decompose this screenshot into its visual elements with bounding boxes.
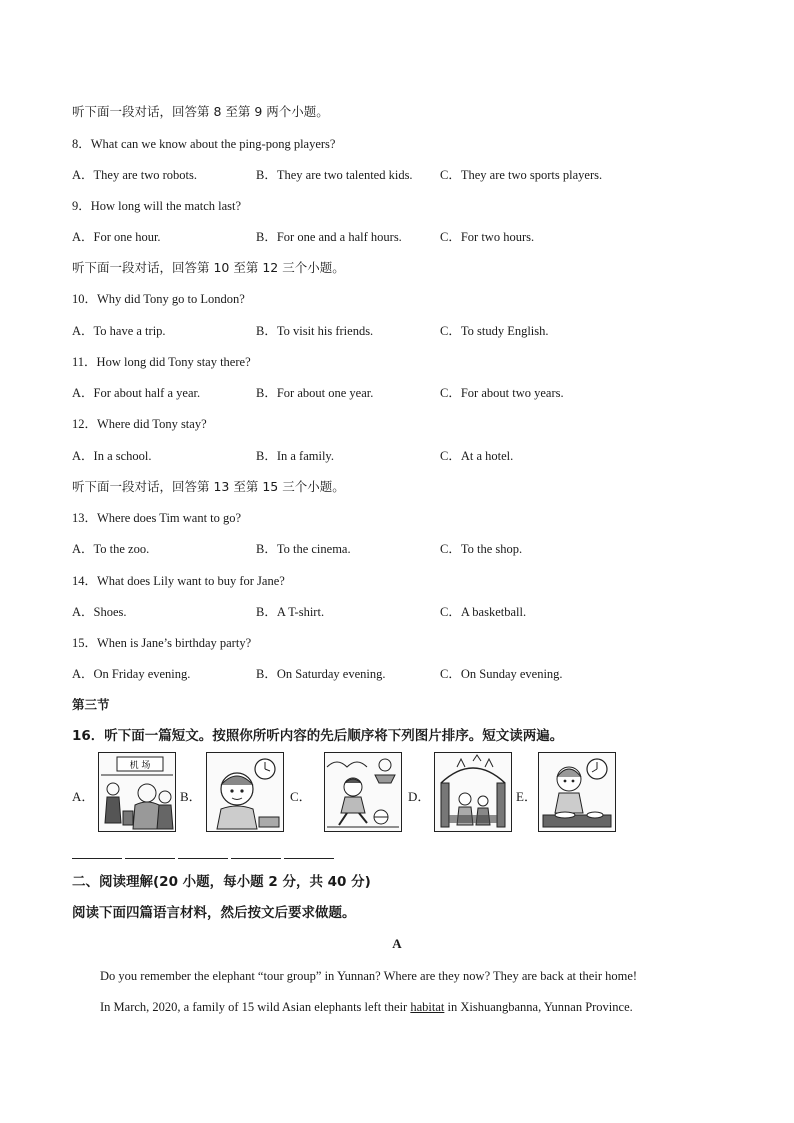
answer-blank-3[interactable] — [178, 850, 228, 859]
answer-blank-4[interactable] — [231, 850, 281, 859]
q12-option-b: B．In a family. — [256, 449, 334, 463]
reading-section-title: 二、阅读理解(20 小题，每小题 2 分，共 40 分) — [72, 874, 371, 890]
q9-option-b: B．For one and a half hours. — [256, 230, 402, 244]
question-11: 11．How long did Tony stay there? — [72, 355, 251, 369]
section-three-title: 第三节 — [72, 697, 110, 712]
answer-blank-1[interactable] — [72, 850, 122, 859]
picture-options-row — [72, 752, 632, 836]
girl-with-clock-icon — [207, 753, 283, 831]
instruction-dialog-8-9: 听下面一段对话，回答第 8 至第 9 两个小题。 — [72, 104, 329, 119]
reading-instruction: 阅读下面四篇语言材料，然后按文后要求做题。 — [72, 905, 356, 921]
q11-option-c: C．For about two years. — [440, 386, 564, 400]
picture-label-e: E． — [516, 789, 537, 804]
q13-option-a: A．To the zoo. — [72, 542, 150, 556]
answer-blanks[interactable] — [72, 848, 337, 863]
q10-option-a: A．To have a trip. — [72, 324, 166, 338]
passage-title: A — [392, 936, 402, 951]
q14-option-b: B．A T-shirt. — [256, 605, 325, 619]
answer-blank-5[interactable] — [284, 850, 334, 859]
question-14: 14．What does Lily want to buy for Jane? — [72, 574, 285, 588]
instruction-dialog-13-15: 听下面一段对话，回答第 13 至第 15 三个小题。 — [72, 479, 345, 494]
park-gate-icon — [435, 753, 511, 831]
question-10: 10．Why did Tony go to London? — [72, 292, 245, 306]
question-15: 15．When is Jane’s birthday party? — [72, 636, 252, 650]
q15-option-a: A．On Friday evening. — [72, 667, 191, 681]
question-16: 16．听下面一篇短文。按照你所听内容的先后顺序将下列图片排序。短文读两遍。 — [72, 728, 564, 744]
q13-option-c: C．To the shop. — [440, 542, 523, 556]
q10-option-c: C．To study English. — [440, 324, 549, 338]
passage-paragraph-1: Do you remember the elephant “tour group” in Yunnan? Where are they now? They are back at their home! — [100, 969, 638, 983]
instruction-dialog-10-12: 听下面一段对话，回答第 10 至第 12 三个小题。 — [72, 260, 345, 275]
p2-text-after: in Xishuangbanna, Yunnan Province. — [444, 1000, 633, 1014]
q11-option-a: A．For about half a year. — [72, 386, 201, 400]
picture-d-park-gate — [434, 752, 512, 832]
airport-sign-text: 机 场 — [129, 761, 151, 771]
picture-label-c: C． — [290, 789, 312, 804]
q13-option-b: B．To the cinema. — [256, 542, 351, 556]
picture-label-d: D． — [408, 789, 431, 804]
q15-option-c: C．On Sunday evening. — [440, 667, 563, 681]
q9-option-c: C．For two hours. — [440, 230, 535, 244]
q8-option-c: C．They are two sports players. — [440, 168, 603, 182]
q8-option-b: B．They are two talented kids. — [256, 168, 413, 182]
passage-paragraph-2 — [100, 999, 633, 1015]
q12-option-a: A．In a school. — [72, 449, 152, 463]
q11-option-b: B．For about one year. — [256, 386, 374, 400]
question-12: 12．Where did Tony stay? — [72, 417, 207, 431]
answer-blank-2[interactable] — [125, 850, 175, 859]
picture-label-a: A． — [72, 789, 95, 804]
q9-option-a: A．For one hour. — [72, 230, 161, 244]
question-13: 13．Where does Tim want to go? — [72, 511, 242, 525]
q14-option-a: A．Shoes. — [72, 605, 127, 619]
picture-a-airport — [98, 752, 176, 832]
q12-option-c: C．At a hotel. — [440, 449, 514, 463]
q15-option-b: B．On Saturday evening. — [256, 667, 386, 681]
girl-cooking-icon — [539, 753, 615, 831]
boy-playing-ball-icon — [325, 753, 401, 831]
p2-text-before: In March, 2020, a family of 15 wild Asian elephants left their — [100, 1000, 411, 1014]
q14-option-c: C．A basketball. — [440, 605, 527, 619]
question-9: 9．How long will the match last? — [72, 199, 242, 213]
question-8: 8．What can we know about the ping-pong players? — [72, 137, 336, 151]
underlined-word-habitat: habitat — [410, 1000, 445, 1014]
q10-option-b: B．To visit his friends. — [256, 324, 374, 338]
picture-c-boy-playing — [324, 752, 402, 832]
picture-label-b: B． — [180, 789, 202, 804]
picture-e-girl-cooking — [538, 752, 616, 832]
q8-option-a: A．They are two robots. — [72, 168, 197, 182]
airport-scene-icon — [99, 753, 175, 831]
picture-b-girl-morning — [206, 752, 284, 832]
